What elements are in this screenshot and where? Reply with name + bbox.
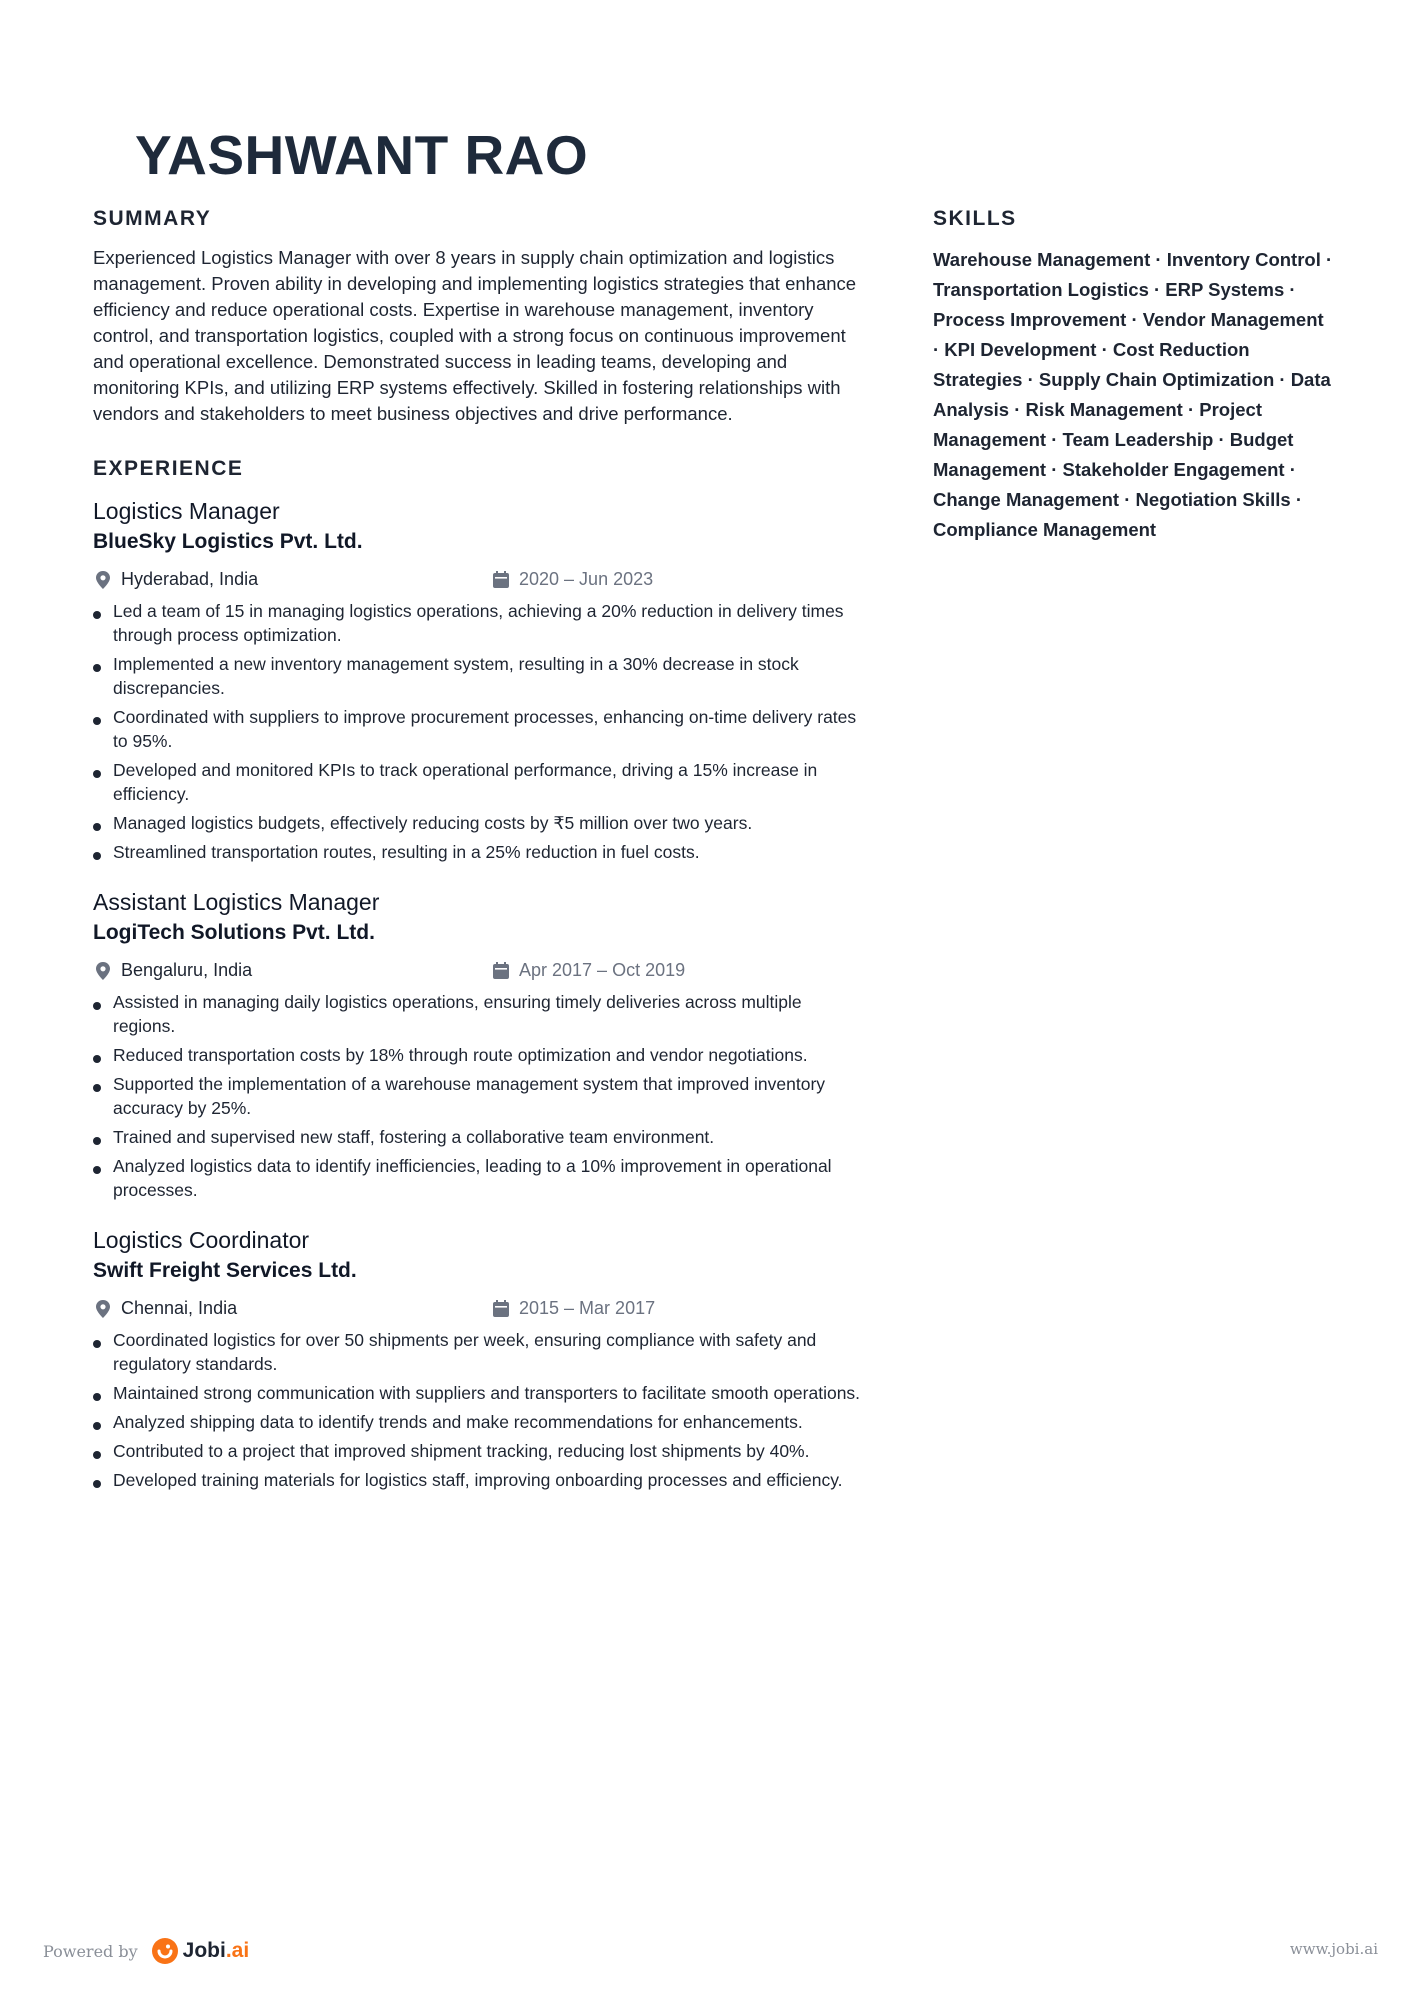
summary-heading: SUMMARY: [93, 207, 212, 230]
list-item: Assisted in managing daily logistics operations, ensuring timely deliveries across multiple regions.: [93, 990, 863, 1038]
jobi-logo-link[interactable]: [152, 1938, 250, 1964]
job-dates-text: 2020 – Jun 2023: [519, 569, 654, 589]
list-item: Analyzed shipping data to identify trends and make recommendations for enhancements.: [93, 1410, 863, 1434]
job-company: BlueSky Logistics Pvt. Ltd.: [93, 530, 363, 553]
job-dates: [493, 1298, 655, 1319]
summary-section: [93, 207, 863, 427]
list-item: Analyzed logistics data to identify inefficiencies, leading to a 10% improvement in operational processes.: [93, 1154, 863, 1202]
skills-section: [933, 207, 1333, 545]
jobi-logo-icon: [152, 1938, 178, 1964]
calendar-icon: [493, 1300, 509, 1317]
left-column: [93, 207, 863, 1497]
job-bullets: [93, 599, 863, 864]
list-item: Reduced transportation costs by 18% through route optimization and vendor negotiations.: [93, 1043, 863, 1067]
list-item: Coordinated with suppliers to improve procurement processes, enhancing on-time delivery rates to 95%.: [93, 705, 863, 753]
job-meta: [93, 1294, 863, 1328]
experience-section: [93, 457, 863, 1492]
job-meta: [93, 956, 863, 990]
list-item: Maintained strong communication with suppliers and transporters to facilitate smooth operations.: [93, 1381, 863, 1405]
right-column: [933, 207, 1333, 545]
skills-heading: SKILLS: [933, 207, 1017, 230]
logo-main: Jobi: [182, 1939, 226, 1962]
job-title: Logistics Coordinator: [93, 1227, 310, 1253]
logo-accent: .ai: [225, 1939, 250, 1962]
job-dates: [493, 569, 653, 590]
skills-list: Warehouse Management · Inventory Control · Transportation Logistics · ERP Systems · Process Improvement · Vendor Management · KPI Development · Cost Reduction Strategies · Supply Chain Optimization · Data Analysis · Risk Management · Project Management · Team Leadership · Budget Management · Stakeholder Engagement · Change Management · Negotiation Skills · Compliance Management: [933, 249, 1333, 540]
list-item: Trained and supervised new staff, fostering a collaborative team environment.: [93, 1125, 863, 1149]
job-location-text: Bengaluru, India: [121, 960, 253, 980]
list-item: Implemented a new inventory management system, resulting in a 30% decrease in stock discrepancies.: [93, 652, 863, 700]
job-title: Logistics Manager: [93, 498, 280, 524]
location-pin-icon: [95, 962, 111, 980]
calendar-icon: [493, 962, 509, 979]
footer-url-link[interactable]: www.jobi.ai: [1289, 1940, 1378, 1958]
job-location: [95, 569, 258, 590]
job-dates-text: 2015 – Mar 2017: [519, 1298, 656, 1318]
summary-text: Experienced Logistics Manager with over 8 years in supply chain optimization and logistics management. Proven ability in developing and implementing logistics strategies that enhance efficiency and reduce operational costs. Expertise in warehouse management, inventory control, and transportation logistics, coupled with a strong focus on continuous improvement and operational excellence. Demonstrated success in leading teams, developing and monitoring KPIs, and utilizing ERP systems effectively. Skilled in fostering relationships with vendors and stakeholders to meet business objectives and drive performance.: [93, 247, 857, 424]
job-location: [95, 960, 252, 981]
calendar-icon: [493, 571, 509, 588]
job-location: [95, 1298, 237, 1319]
location-pin-icon: [95, 1300, 111, 1318]
job-entry: [93, 495, 863, 864]
list-item: Led a team of 15 in managing logistics operations, achieving a 20% reduction in delivery times through process optimization.: [93, 599, 863, 647]
job-meta: [93, 565, 863, 599]
experience-heading: EXPERIENCE: [93, 457, 244, 480]
list-item: Developed and monitored KPIs to track operational performance, driving a 15% increase in efficiency.: [93, 758, 863, 806]
job-bullets: [93, 990, 863, 1202]
job-location-text: Chennai, India: [121, 1298, 238, 1318]
list-item: Coordinated logistics for over 50 shipments per week, ensuring compliance with safety and regulatory standards.: [93, 1328, 863, 1376]
list-item: Supported the implementation of a warehouse management system that improved inventory accuracy by 25%.: [93, 1072, 863, 1120]
list-item: Contributed to a project that improved shipment tracking, reducing lost shipments by 40%.: [93, 1439, 863, 1463]
footer-branding: [43, 1938, 249, 1964]
job-location-text: Hyderabad, India: [121, 569, 259, 589]
job-entry: [93, 886, 863, 1202]
job-company: LogiTech Solutions Pvt. Ltd.: [93, 921, 375, 944]
candidate-name: YASHWANT RAO: [135, 128, 589, 182]
list-item: Developed training materials for logistics staff, improving onboarding processes and efficiency.: [93, 1468, 863, 1492]
job-company: Swift Freight Services Ltd.: [93, 1259, 357, 1282]
job-dates: [493, 960, 685, 981]
powered-by-text: Powered by: [43, 1941, 138, 1961]
job-dates-text: Apr 2017 – Oct 2019: [519, 960, 686, 980]
job-title: Assistant Logistics Manager: [93, 889, 380, 915]
logo-text: [183, 1939, 250, 1963]
list-item: Streamlined transportation routes, resulting in a 25% reduction in fuel costs.: [93, 840, 863, 864]
job-entry: [93, 1224, 863, 1492]
job-bullets: [93, 1328, 863, 1492]
location-pin-icon: [95, 571, 111, 589]
list-item: Managed logistics budgets, effectively reducing costs by ₹5 million over two years.: [93, 811, 863, 835]
